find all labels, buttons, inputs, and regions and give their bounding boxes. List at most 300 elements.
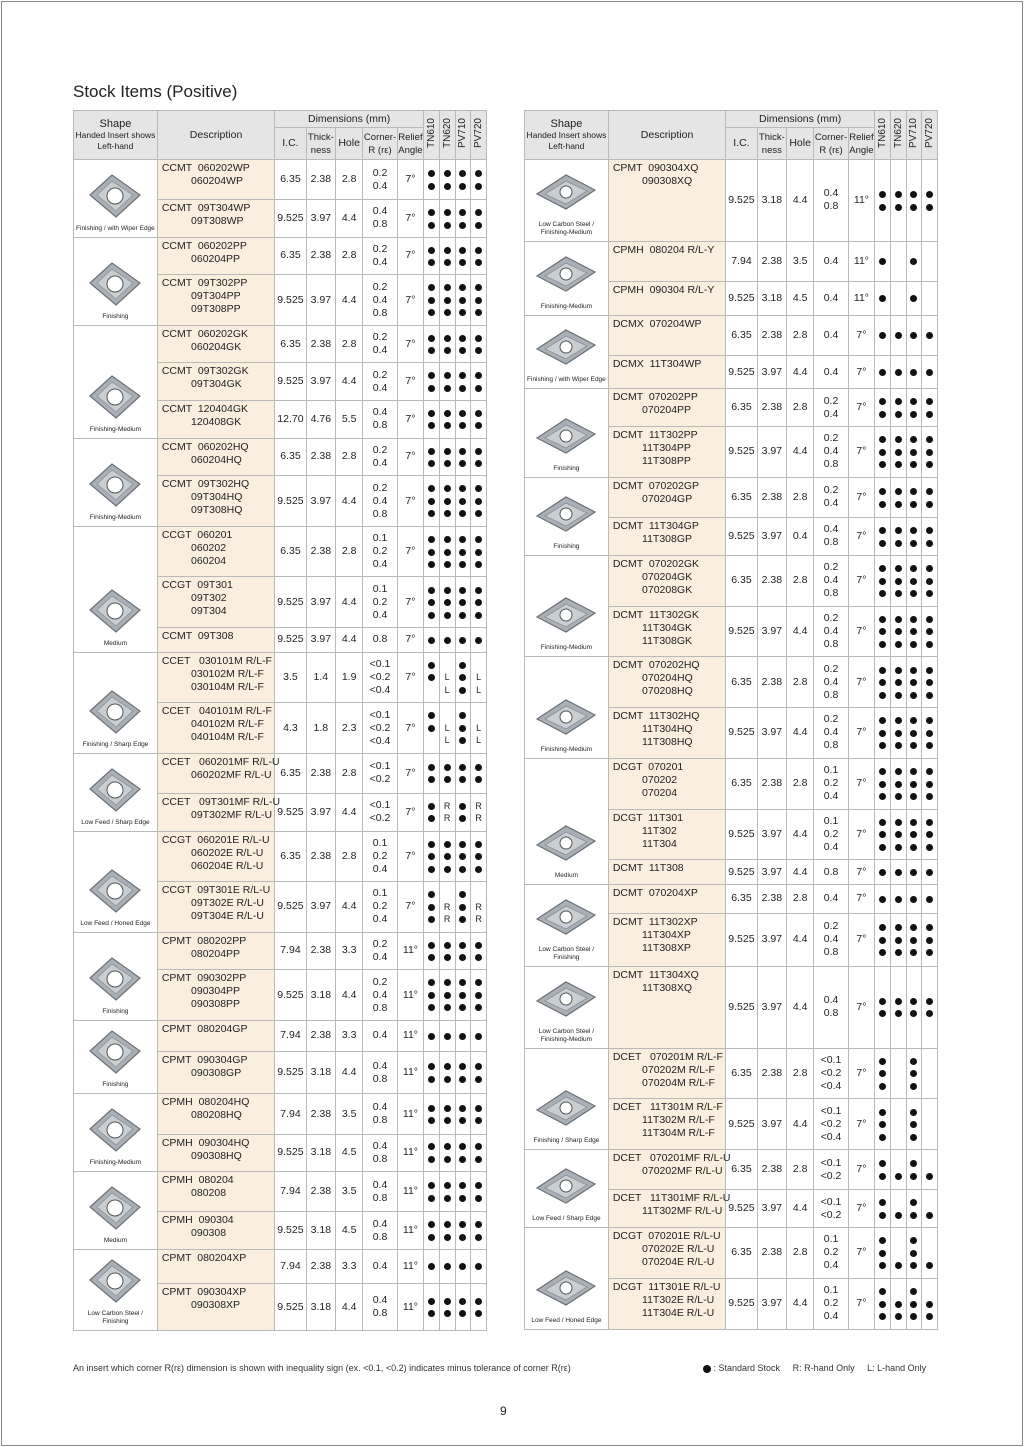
stock-dot-icon: [428, 674, 435, 681]
grade-4-cell: [471, 160, 487, 200]
stock-mark: [424, 800, 439, 813]
text-line: 0.8: [823, 536, 839, 549]
stock-mark: [424, 634, 439, 647]
stock-dot-icon: [428, 853, 435, 860]
stock-dot-icon: [475, 1063, 482, 1070]
stock-mark: [891, 497, 906, 510]
insert-image-icon: [533, 974, 599, 1024]
stock-dot-icon: [895, 527, 902, 534]
stock-dot-icon: [444, 1310, 451, 1317]
ic-cell: 9.525: [726, 860, 757, 885]
grade-2-cell: [439, 438, 455, 476]
hole-cell: 2.8: [787, 389, 814, 427]
corner-r-cell: [814, 606, 849, 657]
text-line: 0.2: [372, 545, 388, 558]
stock-dot-icon: [895, 616, 902, 623]
stock-dot-icon: [879, 896, 886, 903]
text-line: 0.1: [823, 1284, 839, 1297]
hole-cell: 3.5: [336, 1094, 363, 1134]
grade-1-cell: [424, 401, 440, 439]
thickness-cell: 2.38: [757, 389, 786, 427]
stock-dot-icon: [895, 717, 902, 724]
header-ic: I.C.: [726, 128, 757, 160]
stock-mark: [907, 1157, 922, 1170]
grade-2-cell: [439, 932, 455, 970]
shape-cell: [525, 657, 609, 759]
stock-mark: [440, 1231, 455, 1244]
text-line: 0.8: [823, 946, 839, 959]
description-line: 070204E R/L-U: [612, 1256, 715, 1268]
stock-mark: [456, 294, 471, 307]
grade-4-cell: [922, 477, 938, 517]
thickness-cell: 1.8: [306, 703, 335, 754]
grade-1-cell: [424, 970, 440, 1021]
stock-dot-icon: [459, 209, 466, 216]
text-line: 0.4: [372, 1294, 388, 1307]
stock-mark: [891, 638, 906, 651]
description-cell: [157, 363, 274, 401]
stock-dot-icon: [428, 891, 435, 898]
relief-angle-cell: 7°: [848, 885, 874, 914]
text-line: 0.4: [823, 365, 839, 378]
description-line: 09T304PP: [161, 290, 241, 303]
stock-mark: [440, 1295, 455, 1308]
ic-cell: 9.525: [726, 160, 757, 242]
grade-2-cell: [439, 526, 455, 577]
stock-mark: [891, 485, 906, 498]
stock-dot-icon: [444, 776, 451, 783]
insert-image-icon: [82, 1105, 148, 1155]
ic-cell: 9.525: [726, 966, 757, 1048]
stock-mark: [424, 167, 439, 180]
stock-mark: [440, 850, 455, 863]
corner-r-cell: [814, 1278, 849, 1329]
stock-mark: [471, 838, 486, 851]
stock-dot-icon: [910, 730, 917, 737]
stock-mark: [907, 485, 922, 498]
description-line: 070204PP: [612, 404, 692, 417]
stock-dot-icon: [428, 1105, 435, 1112]
stock-mark: [922, 200, 937, 213]
stock-dot-icon: [895, 730, 902, 737]
description-line: CPMH 090304HQ: [161, 1136, 250, 1149]
legend-r-hand: R: R-hand Only: [792, 1363, 855, 1373]
shape-cell: [525, 315, 609, 389]
thickness-cell: 2.38: [757, 1150, 786, 1190]
stock-dot-icon: [459, 1156, 466, 1163]
thickness-cell: 3.18: [306, 1134, 335, 1172]
text-line: 0.8: [372, 306, 388, 319]
stock-mark: [907, 790, 922, 803]
hole-cell: 2.8: [336, 325, 363, 363]
stock-dot-icon: [475, 297, 482, 304]
stock-mark: [440, 989, 455, 1002]
grade-2-cell: [890, 860, 906, 885]
grade-3-cell: [906, 885, 922, 914]
stock-dot-icon: [926, 869, 933, 876]
stock-mark: [424, 583, 439, 596]
table-row: [74, 1172, 487, 1212]
stock-dot-icon: [879, 831, 886, 838]
text-line: 0.1: [823, 764, 839, 777]
thickness-cell: 3.97: [757, 860, 786, 885]
stock-dot-icon: [910, 1010, 917, 1017]
stock-mark: [424, 495, 439, 508]
relief-angle-cell: 11°: [397, 932, 423, 970]
stock-dot-icon: [879, 1313, 886, 1320]
stock-mark: [907, 946, 922, 959]
hole-cell: 4.4: [787, 1099, 814, 1150]
thickness-cell: 2.38: [757, 1048, 786, 1099]
grade-3-cell: [906, 1048, 922, 1099]
text-line: 0.4: [823, 254, 839, 267]
table-row: [74, 831, 487, 882]
corner-r-cell: [363, 200, 398, 238]
grade-4-cell: [922, 885, 938, 914]
stock-mark: [891, 1285, 906, 1298]
stock-mark: [440, 1030, 455, 1043]
stock-dot-icon: [475, 1076, 482, 1083]
thickness-cell: 3.18: [757, 282, 786, 316]
shape-cell: [525, 1228, 609, 1330]
stock-mark: [456, 761, 471, 774]
stock-dot-icon: [459, 1076, 466, 1083]
ic-cell: 4.3: [275, 703, 306, 754]
stock-dot-icon: [475, 1298, 482, 1305]
stock-mark: [875, 765, 890, 778]
hole-cell: 2.8: [787, 1228, 814, 1279]
stock-mark: [456, 1295, 471, 1308]
text-line: 0.2: [823, 713, 839, 726]
shape-cell: [74, 1249, 158, 1331]
grade-1-cell: [875, 606, 891, 657]
shape-cell: [74, 160, 158, 238]
stock-mark: [440, 507, 455, 520]
thickness-cell: 3.97: [757, 606, 786, 657]
hole-cell: 2.8: [787, 1048, 814, 1099]
description-line: DCET 11T301M R/L-F: [612, 1101, 723, 1114]
stock-mark: [471, 1114, 486, 1127]
stock-dot-icon: [895, 369, 902, 376]
stock-mark: [875, 1209, 890, 1222]
stock-mark: [456, 218, 471, 231]
grade-2-cell: [890, 1048, 906, 1099]
stock-mark: [424, 812, 439, 825]
stock-dot-icon: [444, 460, 451, 467]
stock-mark: [922, 663, 937, 676]
stock-dot-icon: [444, 347, 451, 354]
stock-dot-icon: [926, 679, 933, 686]
stock-dot-icon: [475, 183, 482, 190]
grade-1-cell: [424, 526, 440, 577]
stock-mark: [907, 536, 922, 549]
page-title: Stock Items (Positive): [73, 82, 238, 101]
stock-dot-icon: [428, 1182, 435, 1189]
stock-mark: [907, 200, 922, 213]
description-line: 070204HQ: [612, 672, 693, 685]
stock-mark: [424, 1295, 439, 1308]
stock-mark: [456, 671, 471, 684]
grade-2-cell: [890, 355, 906, 389]
grade-4-cell: [471, 438, 487, 476]
table-row: [525, 160, 938, 242]
stock-dot-icon: [444, 222, 451, 229]
stock-dot-icon: [428, 183, 435, 190]
stock-mark: [471, 761, 486, 774]
relief-angle-cell: 7°: [848, 477, 874, 517]
stock-mark: [907, 816, 922, 829]
stock-dot-icon: [926, 1313, 933, 1320]
stock-mark: [440, 407, 455, 420]
stock-mark: [891, 446, 906, 459]
description-cell: [608, 657, 725, 708]
corner-r-cell: [363, 1134, 398, 1172]
stock-mark: [875, 1080, 890, 1093]
text-line: <0.4: [820, 1130, 842, 1143]
hole-cell: 4.4: [787, 966, 814, 1048]
thickness-cell: 3.97: [757, 518, 786, 556]
text-line: 0.2: [823, 920, 839, 933]
stock-dot-icon: [475, 1004, 482, 1011]
relief-angle-cell: 7°: [848, 1048, 874, 1099]
stock-mark: [471, 659, 486, 672]
grade-4-cell: [471, 831, 487, 882]
stock-dot-icon: [475, 1221, 482, 1228]
thickness-cell: 2.38: [306, 160, 335, 200]
grade-1-cell: [424, 932, 440, 970]
grade-3-cell: [455, 882, 471, 933]
insert-image-icon: [82, 866, 148, 916]
thickness-cell: 3.97: [757, 427, 786, 478]
hole-cell: 4.4: [336, 882, 363, 933]
text-line: <0.4: [369, 683, 391, 696]
insert-image-icon: [533, 590, 599, 640]
stock-dot-icon: [910, 449, 917, 456]
relief-angle-cell: 7°: [848, 913, 874, 966]
stock-dot-icon: [910, 781, 917, 788]
grade-2-cell: [890, 427, 906, 478]
stock-dot-icon: [475, 1156, 482, 1163]
description-line: CCMT 09T302GK: [161, 365, 249, 378]
stock-dot-icon: [910, 488, 917, 495]
stock-mark: [922, 1259, 937, 1272]
stock-dot-icon: [459, 687, 466, 694]
insert-image-icon: [82, 586, 148, 636]
stock-dot-icon: [879, 411, 886, 418]
stock-dot-icon: [428, 904, 435, 911]
stock-mark: [875, 574, 890, 587]
thickness-cell: 2.38: [306, 526, 335, 577]
table-row: [525, 241, 938, 281]
stock-mark: [440, 457, 455, 470]
description-line: 030104M R/L-F: [161, 680, 264, 693]
grade-3-cell: [455, 1134, 471, 1172]
header-thickness: Thick-ness: [757, 128, 786, 160]
stock-dot-icon: [428, 309, 435, 316]
description-line: 060204E R/L-U: [161, 859, 264, 872]
description-line: CCMT 09T304WP: [161, 202, 251, 215]
grade-1-cell: [875, 1099, 891, 1150]
stock-dot-icon: [475, 385, 482, 392]
relief-angle-cell: 7°: [397, 160, 423, 200]
relief-angle-cell: 7°: [397, 831, 423, 882]
description-cell: [157, 831, 274, 882]
stock-mark: [922, 1234, 937, 1247]
stock-dot-icon: [459, 460, 466, 467]
stock-dot-icon: [910, 924, 917, 931]
description-line: 090308PP: [161, 998, 241, 1011]
stock-mark: [456, 1307, 471, 1320]
stock-mark: [471, 256, 486, 269]
description-cell: [608, 315, 725, 355]
stock-mark: R: [443, 914, 451, 925]
hole-cell: 2.8: [336, 753, 363, 793]
stock-dot-icon: [910, 204, 917, 211]
thickness-cell: 2.38: [306, 753, 335, 793]
stock-mark: [471, 850, 486, 863]
stock-dot-icon: [428, 1156, 435, 1163]
stock-dot-icon: [895, 1173, 902, 1180]
stock-dot-icon: [444, 1063, 451, 1070]
stock-dot-icon: [459, 712, 466, 719]
grade-1-cell: [875, 427, 891, 478]
stock-dot-icon: [475, 1033, 482, 1040]
stock-mark: [456, 989, 471, 1002]
hole-cell: 2.8: [787, 657, 814, 708]
stock-dot-icon: [879, 937, 886, 944]
grade-3-cell: [906, 315, 922, 355]
stock-mark: [907, 1196, 922, 1209]
stock-dot-icon: [475, 612, 482, 619]
shape-label: Finishing: [102, 312, 129, 320]
stock-mark: [875, 1234, 890, 1247]
text-line: <0.2: [820, 1066, 842, 1079]
stock-dot-icon: [895, 844, 902, 851]
stock-dot-icon: [879, 819, 886, 826]
stock-dot-icon: [459, 1105, 466, 1112]
text-line: 0.4: [823, 291, 839, 304]
grade-3-cell: [455, 753, 471, 793]
stock-mark: [875, 200, 890, 213]
grade-3-cell: [906, 160, 922, 242]
text-line: 0.4: [372, 1259, 388, 1272]
stock-dot-icon: [459, 1143, 466, 1150]
stock-dot-icon: [475, 335, 482, 342]
stock-mark: [456, 243, 471, 256]
description-cell: [157, 1249, 274, 1283]
stock-dot-icon: [475, 549, 482, 556]
grade-1-cell: [424, 438, 440, 476]
description-cell: [157, 401, 274, 439]
stock-dot-icon: [428, 1076, 435, 1083]
relief-angle-cell: 7°: [848, 606, 874, 657]
thickness-cell: 3.97: [757, 355, 786, 389]
grade-2-cell: [890, 1190, 906, 1228]
shape-label: Finishing / with Wiper Edge: [527, 376, 606, 384]
thickness-cell: 3.97: [306, 363, 335, 401]
corner-r-cell: [814, 1228, 849, 1279]
stock-dot-icon: [459, 510, 466, 517]
grade-2-cell: [439, 1249, 455, 1283]
grade-3-cell: [906, 809, 922, 860]
stock-mark: [424, 1114, 439, 1127]
stock-dot-icon: [895, 501, 902, 508]
text-line: 0.8: [372, 1114, 388, 1127]
ic-cell: 9.525: [275, 363, 306, 401]
corner-r-cell: [814, 282, 849, 316]
description-cell: [157, 526, 274, 577]
text-line: 0.2: [372, 166, 388, 179]
corner-r-cell: [363, 1094, 398, 1134]
stock-dot-icon: [459, 853, 466, 860]
stock-mark: [922, 1067, 937, 1080]
grade-1-cell: [875, 1278, 891, 1329]
stock-dot-icon: [475, 764, 482, 771]
description-cell: [157, 1172, 274, 1212]
stock-mark: [875, 921, 890, 934]
stock-dot-icon: [428, 1143, 435, 1150]
ic-cell: 7.94: [275, 1172, 306, 1212]
corner-r-cell: [814, 758, 849, 809]
stock-dot-icon: [444, 183, 451, 190]
grade-1-cell: [875, 657, 891, 708]
stock-mark: R: [443, 901, 451, 912]
stock-mark: [456, 722, 471, 735]
stock-dot-icon: [428, 841, 435, 848]
stock-dot-icon: [459, 587, 466, 594]
stock-dot-icon: [475, 1234, 482, 1241]
description-line: 09T304E R/L-U: [161, 910, 264, 923]
stock-mark: L: [444, 684, 450, 695]
stock-mark: [471, 419, 486, 432]
stock-mark: [440, 1260, 455, 1273]
stock-dot-icon: [475, 347, 482, 354]
stock-mark: [922, 921, 937, 934]
stock-dot-icon: [879, 1010, 886, 1017]
text-line: 0.4: [372, 558, 388, 571]
stock-mark: [456, 281, 471, 294]
stock-mark: [471, 1307, 486, 1320]
stock-mark: [456, 558, 471, 571]
stock-mark: [891, 395, 906, 408]
text-line: <0.1: [820, 1053, 842, 1066]
grade-1-cell: [875, 966, 891, 1048]
description-line: 11T304XP: [612, 928, 691, 941]
stock-mark: [922, 1297, 937, 1310]
stock-dot-icon: [428, 954, 435, 961]
stock-mark: [891, 933, 906, 946]
stock-mark: [456, 369, 471, 382]
description-line: DCMT 070202HQ: [612, 659, 700, 672]
hole-cell: 2.8: [336, 831, 363, 882]
stock-dot-icon: [444, 284, 451, 291]
stock-mark: [891, 1067, 906, 1080]
stock-mark: [440, 180, 455, 193]
stock-dot-icon: [895, 793, 902, 800]
grade-3-cell: [906, 427, 922, 478]
text-line: 0.4: [372, 913, 388, 926]
description-cell: [157, 1134, 274, 1172]
stock-dot-icon: [444, 992, 451, 999]
stock-mark: [456, 583, 471, 596]
stock-mark: [424, 1001, 439, 1014]
grade-3-cell: [906, 913, 922, 966]
corner-r-cell: [363, 1212, 398, 1250]
thickness-cell: 3.18: [306, 1052, 335, 1094]
stock-mark: L: [476, 735, 482, 746]
stock-mark: [424, 951, 439, 964]
text-line: 0.4: [372, 344, 388, 357]
